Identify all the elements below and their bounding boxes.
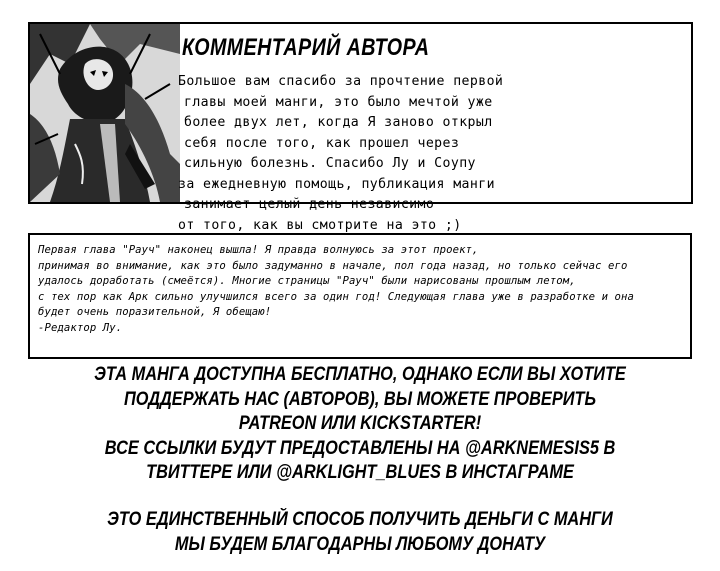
notice-line: МЫ БУДЕМ БЛАГОДАРНЫ ЛЮБОМУ ДОНАТУ bbox=[174, 533, 546, 555]
author-comment-panel bbox=[28, 22, 693, 233]
donation-notice bbox=[0, 508, 720, 557]
notice-line: ТВИТТЕРЕ ИЛИ @ARKLIGHT_BLUES В ИНСТАГРАМЕ bbox=[146, 462, 574, 483]
support-notice bbox=[0, 363, 720, 486]
notice-line: ЭТА МАНГА ДОСТУПНА БЕСПЛАТНО, ОДНАКО ЕСЛИ ВЫ ХОТИТЕ bbox=[94, 364, 626, 385]
text-line: будет очень поразительной, Я обещаю! bbox=[38, 306, 272, 319]
manga-character-illustration bbox=[30, 24, 180, 202]
text-line: себя после того, как прошел через bbox=[184, 135, 460, 151]
text-line: более двух лет, когда Я заново открыл bbox=[184, 115, 493, 130]
notice-line: ВСЕ ССЫЛКИ БУДУТ ПРЕДОСТАВЛЕНЫ НА @ARKNEMESIS5 В bbox=[104, 437, 616, 459]
text-line: главы моей манги, это было мечтой уже bbox=[184, 94, 493, 110]
editor-comment-panel bbox=[28, 233, 692, 359]
author-comment-title: КОММЕНТАРИЙ АВТОРА bbox=[182, 34, 430, 61]
notice-line: ПОДДЕРЖАТЬ НАС (АВТОРОВ), ВЫ МОЖЕТЕ ПРОВЕРИТЬ bbox=[123, 388, 597, 410]
text-line: Первая глава "Рауч" наконец вышла! Я правда волнуюсь за этот проект, bbox=[38, 244, 479, 256]
text-line: удалось доработать (смеётся). Многие страницы "Рауч" были нарисованы прошлым летом, bbox=[38, 275, 576, 288]
editor-comment-text bbox=[38, 243, 634, 337]
text-line: Большое вам спасибо за прочтение первой bbox=[178, 74, 504, 89]
text-line: -Редактор Лу. bbox=[38, 321, 123, 334]
text-line: с тех пор как Арк сильно улучшился всего за один год! Следующая глава уже в разработке и она bbox=[38, 290, 634, 303]
text-line: от того, как вы смотрите на это ;) bbox=[178, 217, 462, 233]
text-line: занимает целый день независимо bbox=[184, 197, 435, 212]
notice-line: ЭТО ЕДИНСТВЕННЫЙ СПОСОБ ПОЛУЧИТЬ ДЕНЬГИ С МАНГИ bbox=[107, 509, 613, 530]
text-line: принимая во внимание, как это было задуманно в начале, пол года назад, но только сейчас его bbox=[38, 259, 628, 272]
text-line: сильную болезнь. Спасибо Лу и Соупу bbox=[184, 156, 476, 171]
author-comment-text bbox=[178, 72, 503, 236]
text-line: за ежедневную помощь, публикация манги bbox=[178, 176, 495, 192]
notice-line: PATREON ИЛИ KICKSTARTER! bbox=[238, 413, 482, 434]
